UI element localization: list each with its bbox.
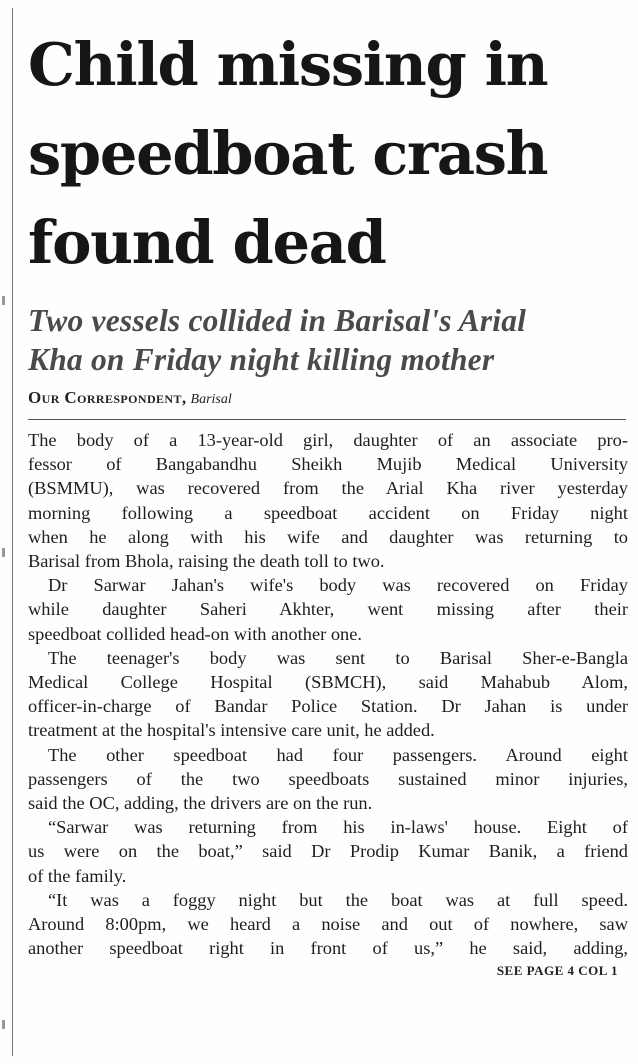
byline-name: Our Correspondent, [28,388,187,407]
scan-mark [2,1020,5,1029]
body-line: morning following a speedboat accident on Friday night [28,502,628,523]
body-line: us were on the boat,” said Dr Prodip Kumar Banik, a friend [28,841,628,862]
body-line: officer-in-charge of Bandar Police Station. Dr Jahan is under [28,696,628,717]
body-line: when he along with his wife and daughter was returning to [28,526,628,547]
body-line: Dr Sarwar Jahan's wife's body was recovered on Friday [48,575,628,596]
subheadline-line: Kha on Friday night killing mother [28,342,495,377]
body-line: (BSMMU), was recovered from the Arial Kha river yesterday [28,478,628,499]
headline-line: speedboat crash [28,119,548,188]
body-line: passengers of the two speedboats sustained minor injuries, [28,768,628,789]
body-line: said the OC, adding, the drivers are on the run. [28,793,373,814]
headline-line: found dead [28,208,386,277]
subheadline-line: Two vessels collided in Barisal's Arial [28,303,527,338]
continued-on-page-label: SEE PAGE 4 COL 1 [496,963,618,979]
headline-line: Child missing in [28,30,548,99]
article [28,20,628,979]
article-body [28,428,628,960]
body-line: another speedboat right in front of us,” he said, adding, [28,938,628,959]
body-line: The other speedboat had four passengers. Around eight [48,744,628,765]
body-line: “Sarwar was returning from his in-laws' house. Eight of [48,817,628,838]
body-line: Barisal from Bhola, raising the death toll to two. [28,551,385,572]
column-rule [12,8,13,1056]
body-line: speedboat collided head-on with another one. [28,623,362,644]
scan-mark [2,548,5,557]
byline-divider [28,419,626,420]
subheadline [28,301,628,379]
body-line: of the family. [28,865,127,886]
byline [28,388,628,410]
body-line: The body of a 13-year-old girl, daughter of an associate pro- [28,430,628,450]
body-line: Around 8:00pm, we heard a noise and out of nowhere, saw [28,914,628,935]
body-line: treatment at the hospital's intensive care unit, he added. [28,720,435,741]
body-line: “It was a foggy night but the boat was at full speed. [48,889,628,910]
body-line: Medical College Hospital (SBMCH), said Mahabub Alom, [28,672,628,693]
body-line: The teenager's body was sent to Barisal Sher-e-Bangla [48,647,628,668]
headline [28,20,628,287]
byline-location: Barisal [190,392,232,407]
scan-mark [2,296,5,305]
body-line: fessor of Bangabandhu Sheikh Mujib Medical University [28,454,628,475]
body-line: while daughter Saheri Akhter, went missing after their [28,599,628,620]
